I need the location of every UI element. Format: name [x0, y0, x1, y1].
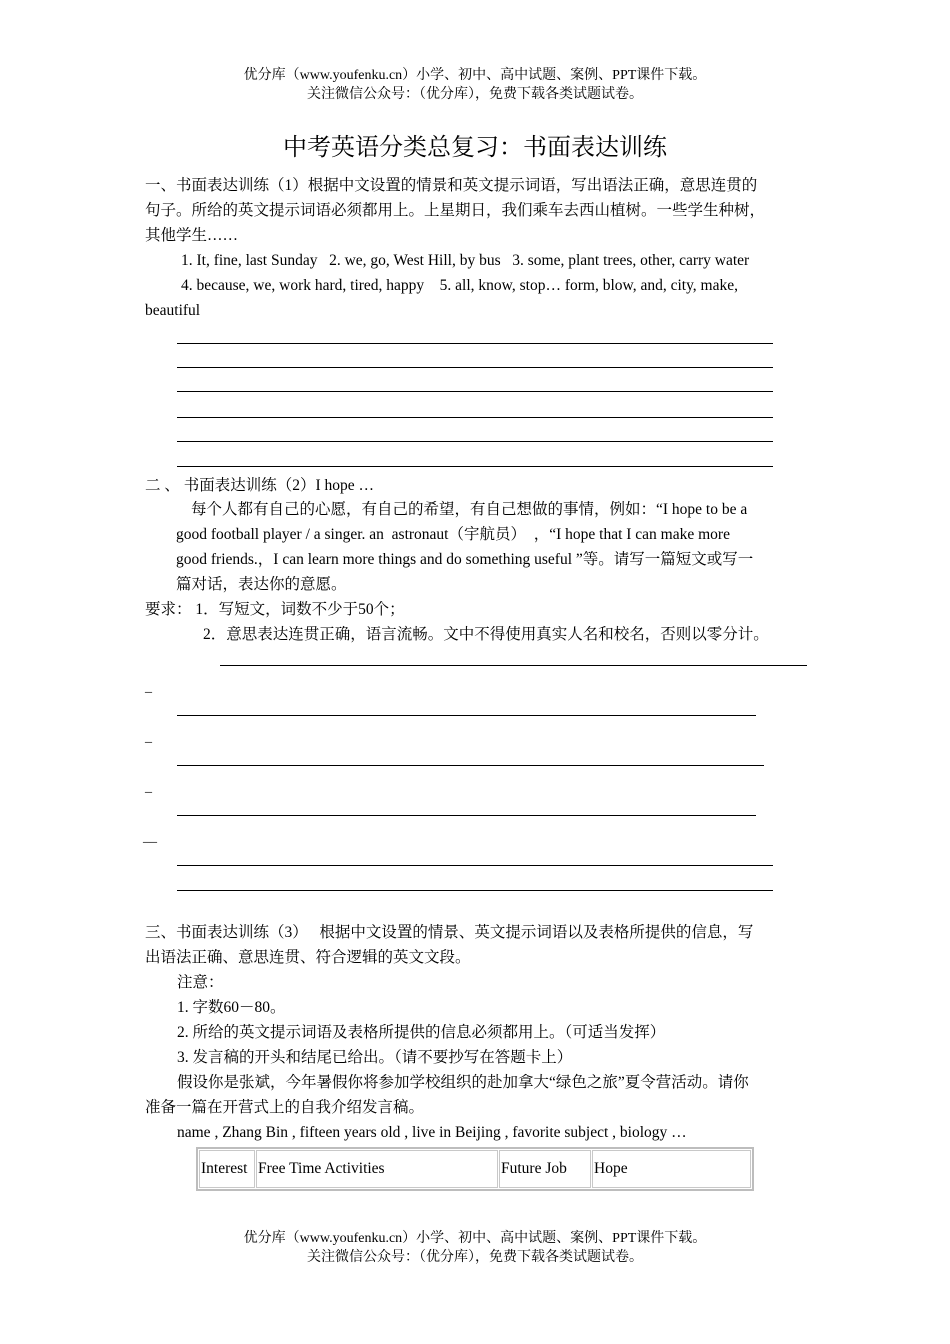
section3-note-label: 注意： — [177, 974, 224, 991]
section2-para-3: good friends.，I can learn more things and do something useful ”等。请写一篇短文或写一 — [176, 551, 754, 568]
section1-prompts-3: beautiful — [145, 302, 201, 319]
section1-prompts-1: 1. It, fine, last Sunday 2. we, go, West Hill, by bus 3. some, plant trees, other, carry water — [181, 252, 750, 269]
section2-para-4: 篇对话，表达你的意愿。 — [176, 576, 347, 593]
section3-note-1: 1. 字数60－80。 — [177, 999, 286, 1016]
line-dash: _ — [145, 780, 152, 795]
answer-line[interactable] — [177, 367, 773, 368]
footer-line-2: 关注微信公众号：（优分库），免费下载各类试题试卷。 — [307, 1250, 643, 1265]
section2-heading: 二 、 书面表达训练（2）I hope … — [145, 477, 375, 494]
section1-intro-3: 其他学生…… — [145, 227, 239, 244]
section2-para-2: good football player / a singer. an astronaut（宇航员） ，“I hope that I can make more — [176, 526, 730, 543]
answer-line[interactable] — [177, 417, 773, 418]
answer-line[interactable] — [177, 865, 773, 866]
section3-hints: name , Zhang Bin , fifteen years old , live in Beijing , favorite subject , biology … — [177, 1124, 687, 1141]
header-line-1: 优分库（www.youfenku.cn）小学、初中、高中试题、案例、PPT课件下载。 — [243, 68, 707, 83]
answer-line[interactable] — [177, 815, 756, 816]
answer-line[interactable] — [177, 715, 756, 716]
table-cell-interest: Interest — [199, 1150, 255, 1188]
page-title: 中考英语分类总复习：书面表达训练 — [283, 135, 667, 161]
line-dash: _ — [145, 730, 152, 745]
answer-line[interactable] — [177, 343, 773, 344]
section3-intro-2: 出语法正确、意思连贯、符合逻辑的英文文段。 — [145, 949, 471, 966]
answer-line[interactable] — [177, 765, 764, 766]
answer-line[interactable] — [220, 665, 807, 666]
table-cell-hope: Hope — [592, 1150, 751, 1188]
section1-prompts-2: 4. because, we, work hard, tired, happy 5. all, know, stop… form, blow, and, city, make, — [181, 277, 739, 294]
answer-line[interactable] — [177, 391, 773, 392]
section3-intro-1: 三、书面表达训练（3） 根据中文设置的情景、英文提示词语以及表格所提供的信息，写 — [145, 924, 754, 941]
section3-scenario-2: 准备一篇在开营式上的自我介绍发言稿。 — [145, 1099, 425, 1116]
section3-scenario-1: 假设你是张斌，今年暑假你将参加学校组织的赴加拿大“绿色之旅”夏令营活动。请你 — [177, 1074, 749, 1091]
section2-requirement-1: 要求： 1．写短文，词数不少于50个； — [145, 601, 405, 618]
line-dash: __ — [143, 830, 157, 845]
table-row — [199, 1150, 751, 1188]
section1-intro-1: 一、书面表达训练（1）根据中文设置的情景和英文提示词语，写出语法正确，意思连贯的 — [145, 177, 758, 194]
table-cell-future-job: Future Job — [499, 1150, 591, 1188]
section3-note-2: 2. 所给的英文提示词语及表格所提供的信息必须都用上。（可适当发挥） — [177, 1024, 666, 1041]
answer-line[interactable] — [177, 466, 773, 467]
section1-intro-2: 句子。所给的英文提示词语必须都用上。上星期日，我们乘车去西山植树。一些学生种树， — [145, 202, 766, 219]
line-dash: _ — [145, 680, 152, 695]
section3-note-3: 3. 发言稿的开头和结尾已给出。（请不要抄写在答题卡上） — [177, 1049, 573, 1066]
header-line-2: 关注微信公众号：（优分库），免费下载各类试题试卷。 — [307, 87, 643, 102]
answer-line[interactable] — [177, 441, 773, 442]
table-cell-free-time-activities: Free Time Activities — [256, 1150, 498, 1188]
section2-requirement-2: 2．意思表达连贯正确，语言流畅。文中不得使用真实人名和校名，否则以零分计。 — [203, 626, 769, 643]
section2-para-1: 每个人都有自己的心愿，有自己的希望，有自己想做的事情，例如：“I hope to be a — [191, 501, 748, 518]
footer-line-1: 优分库（www.youfenku.cn）小学、初中、高中试题、案例、PPT课件下载。 — [243, 1231, 707, 1246]
answer-line[interactable] — [177, 890, 773, 891]
info-table — [196, 1147, 754, 1191]
